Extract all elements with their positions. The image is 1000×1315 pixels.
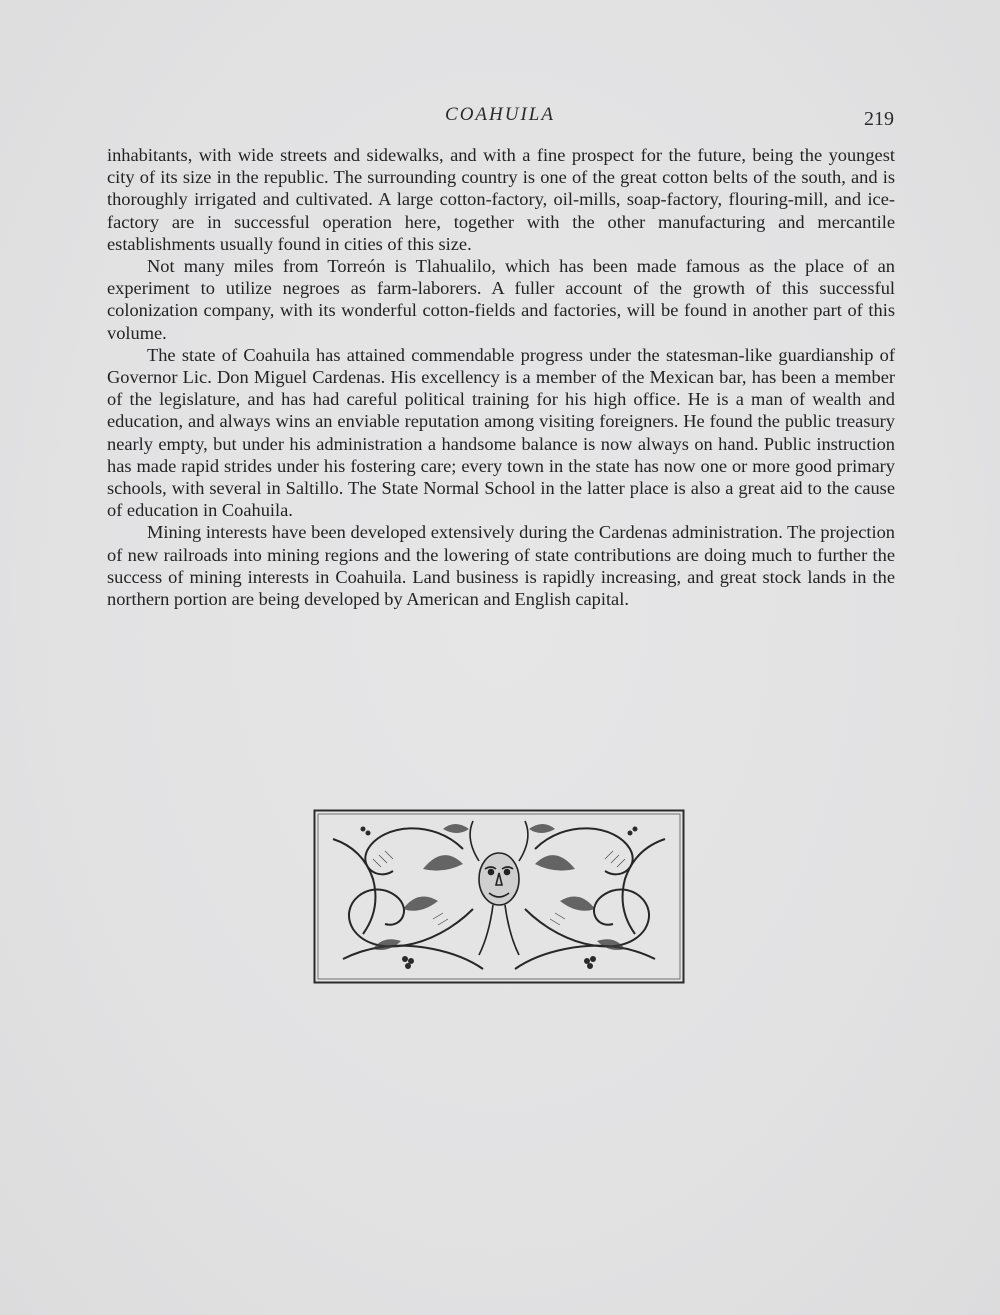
page-number: 219 (864, 108, 894, 130)
running-title: COAHUILA (445, 104, 555, 125)
body-text (107, 144, 895, 610)
grotesque-mask-foliage-ornament-icon (313, 809, 685, 984)
running-head (0, 104, 1000, 134)
paragraph-tlahualilo: Not many miles from Torreón is Tlahualilo, which has been made famous as the place of an experiment to utilize negroes as farm-laborers. A fuller account of the growth of this successful colonization company, with its wonderful cotton-fields and factories, will be found in another part of this volume. (107, 256, 895, 343)
paragraph-continued: inhabitants, with wide streets and sidewalks, and with a fine prospect for the future, being the youngest city of its size in the republic. The surrounding country is one of the great cotton belts of the south, and is thoroughly irrigated and cultivated. A large cotton-factory, oil-mills, soap-factory, flouring-mill, and ice-factory are in successful operation here, together with the other manufacturing and mercantile establishments usually found in cities of this size. (107, 145, 895, 254)
paragraph-governor: The state of Coahuila has attained commendable progress under the statesman-like guardianship of Governor Lic. Don Miguel Cardenas. His excellency is a member of the Mexican bar, has been a member of the legislature, and has had careful political training for his high office. He is a man of wealth and education, and always wins an enviable reputation among visiting foreigners. He found the public treasury nearly empty, but under his administration a handsome balance is now always on hand. Public instruction has made rapid strides under his fostering care; every town in the state has now one or more good primary schools, with several in Saltillo. The State Normal School in the latter place is also a great aid to the cause of education in Coahuila. (107, 344, 895, 521)
paragraph-mining: Mining interests have been developed extensively during the Cardenas administration. The projection of new railroads into mining regions and the lowering of state contributions are doing much to further the success of mining interests in Coahuila. Land business is rapidly increasing, and great stock lands in the northern portion are being developed by American and English capital. (107, 522, 895, 610)
